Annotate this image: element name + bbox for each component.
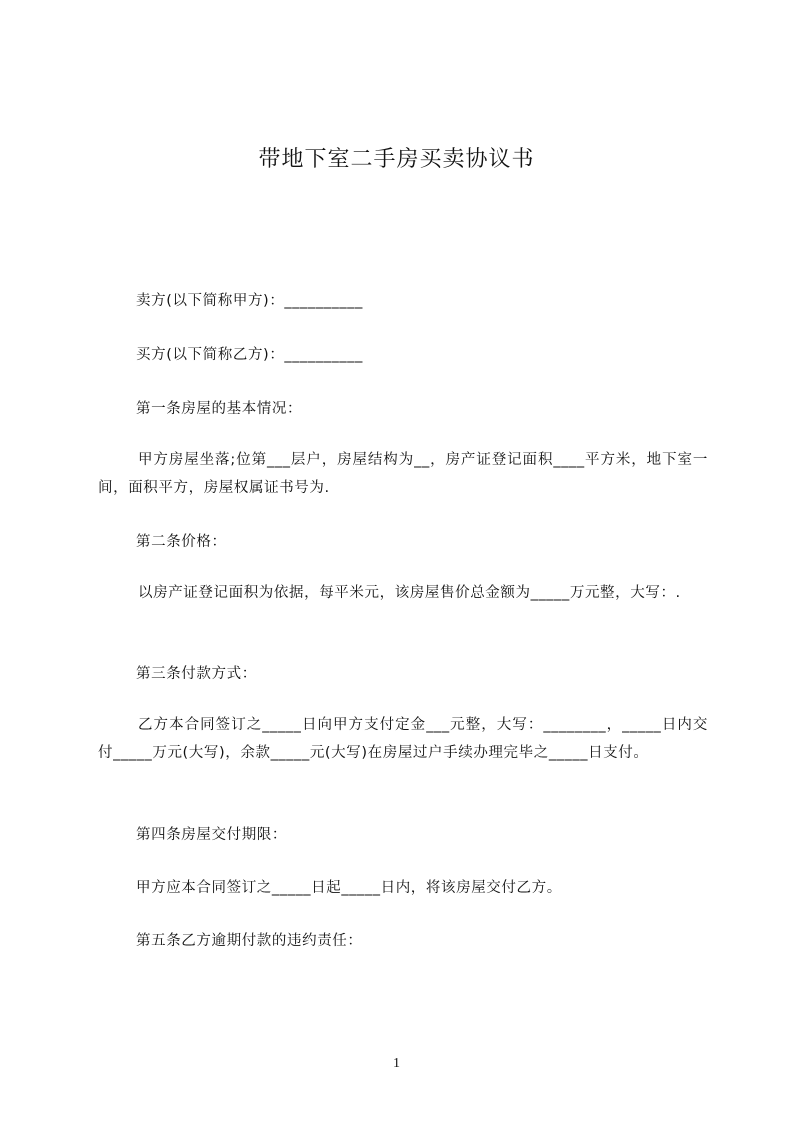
- article1-body: 甲方房屋坐落;位第___层户，房屋结构为__，房产证登记面积____平方米，地下室一间，面积平方，房屋权属证书号为.: [98, 452, 708, 496]
- article1-heading: 第一条房屋的基本情况：: [136, 401, 303, 417]
- document-title: 带地下室二手房买卖协议书: [258, 147, 535, 172]
- article5-heading: 第五条乙方逾期付款的违约责任：: [136, 933, 363, 949]
- article2-heading: 第二条价格：: [136, 534, 227, 550]
- article3-body: 乙方本合同签订之_____日向甲方支付定金___元整，大写：________，_____日内交付_____万元(大写)，余款_____元(大写)在房屋过户手续办理完毕之_____日支付。: [98, 717, 708, 761]
- article4-body: 甲方应本合同签订之_____日起_____日内，将该房屋交付乙方。: [136, 880, 562, 896]
- article2-body: 以房产证登记面积为依据，每平米元，该房屋售价总金额为_____万元整，大写：.: [138, 585, 681, 601]
- buyer-line: 买方(以下简称乙方)：__________: [136, 347, 363, 363]
- seller-line: 卖方(以下简称甲方)：__________: [136, 293, 363, 309]
- page-number: 1: [393, 1056, 400, 1071]
- article4-heading: 第四条房屋交付期限：: [136, 827, 287, 843]
- article3-heading: 第三条付款方式：: [136, 666, 257, 682]
